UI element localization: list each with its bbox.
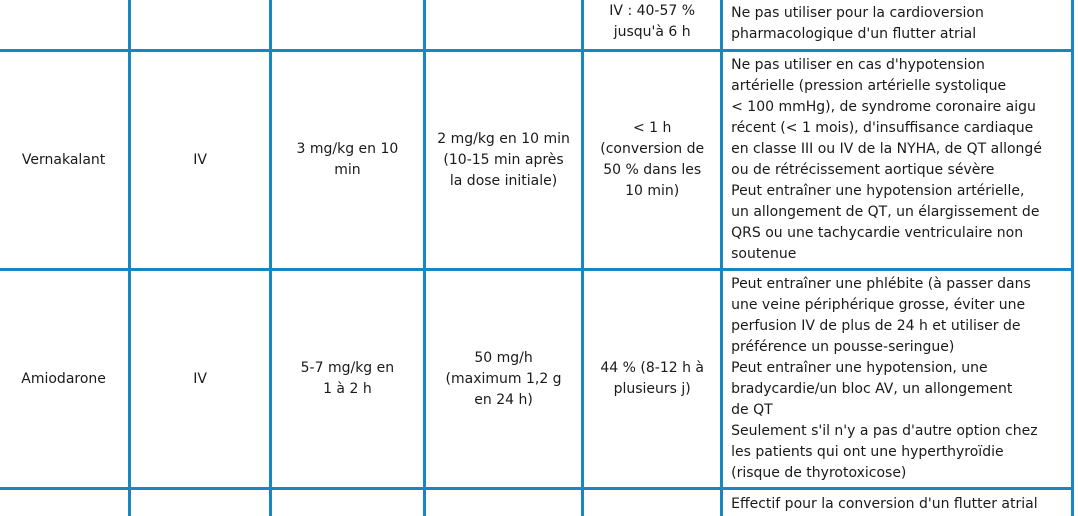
initial-dose-cell — [270, 270, 424, 489]
cell-text-line: Seulement s'il n'y a pas d'autre option chez — [731, 422, 1038, 439]
cell-text-line: une veine périphérique grosse, éviter une — [731, 296, 1026, 313]
cell-text-line: QRS ou une tachycardie ventriculaire non — [731, 224, 1024, 241]
drug-cell — [0, 489, 130, 516]
cell-text-line: 3 mg/kg en 10 — [296, 141, 399, 157]
cell-text-line: récent (< 1 mois), d'insuffisance cardiaque — [731, 119, 1034, 136]
table-row — [0, 0, 1073, 51]
route-cell — [130, 0, 271, 51]
cell-text-line: soutenue — [731, 245, 797, 262]
cell-text-line: (risque de thyrotoxicose) — [731, 464, 907, 481]
cell-text-line: Peut entraîner une hypotension, une — [731, 359, 988, 376]
initial-dose-cell — [270, 0, 424, 51]
maintenance-cell — [424, 270, 582, 489]
cell-text-line: bradycardie/un bloc AV, un allongement — [731, 380, 1013, 397]
cell-text-line: 1 à 2 h — [323, 381, 372, 397]
cell-text-line: de QT — [731, 401, 773, 418]
cell-text-line: en 24 h) — [474, 391, 533, 408]
cell-text-line: perfusion IV de plus de 24 h et utiliser de — [731, 317, 1021, 334]
cell-text-line: Peut entraîner une phlébite (à passer dans — [731, 275, 1031, 292]
remarks-cell — [722, 489, 1073, 516]
drug-cell: Amiodarone — [0, 270, 130, 489]
initial-dose-cell — [270, 51, 424, 270]
drug-cell: Vernakalant — [0, 51, 130, 270]
cell-text-line: plusieurs j) — [613, 381, 691, 397]
cell-text-line: min — [334, 162, 361, 178]
cell-text-line: Ne pas utiliser en cas d'hypotension — [731, 56, 985, 73]
drug-cell — [0, 0, 130, 51]
cell-text-line: Effectif pour la conversion d'un flutter atrial — [731, 496, 1038, 512]
cell-text-line: la dose initiale) — [449, 172, 558, 189]
cell-text-line: pharmacologique d'un flutter atrial — [731, 26, 977, 42]
cell-text-line: < 100 mmHg), de syndrome coronaire aigu — [731, 98, 1036, 115]
cell-text-line: 5-7 mg/kg en — [300, 360, 395, 376]
cell-text-line: ou de rétrécissement aortique sévère — [731, 161, 995, 178]
cell-text-line: un allongement de QT, un élargissement de — [731, 203, 1040, 220]
cell-text-line: < 1 h — [632, 120, 672, 136]
cell-text-line: 50 % dans les — [603, 162, 702, 178]
cell-text-line: (maximum 1,2 g — [445, 370, 562, 387]
cell-text-line: 44 % (8-12 h à — [600, 360, 704, 376]
cell-text-line: artérielle (pression artérielle systolique — [731, 77, 1007, 94]
table-row — [0, 51, 1073, 270]
cell-text-line: les patients qui ont une hyperthyroïdie — [731, 443, 1004, 460]
cell-text-line: Peut entraîner une hypotension artérielle, — [731, 182, 1025, 199]
cell-text-line: IV : 40-57 % — [609, 3, 696, 19]
maintenance-cell — [424, 51, 582, 270]
maintenance-cell — [424, 489, 582, 516]
route-cell: IV — [130, 51, 271, 270]
cell-text-line: préférence un pousse-seringue) — [731, 338, 955, 355]
remarks-cell — [722, 0, 1073, 51]
cell-text-line: 10 min) — [625, 183, 680, 199]
table-row — [0, 270, 1073, 489]
onset-cell — [583, 270, 722, 489]
cell-text-line: jusqu'à 6 h — [613, 24, 691, 40]
cell-text-line: 50 mg/h — [474, 349, 533, 366]
maintenance-cell — [424, 0, 582, 51]
onset-cell — [583, 51, 722, 270]
cell-text-line: 2 mg/kg en 10 min — [437, 130, 570, 147]
route-cell — [130, 489, 271, 516]
remarks-cell — [722, 51, 1073, 270]
cell-text-line: (10-15 min après — [443, 151, 564, 168]
cell-text-line: en classe III ou IV de la NYHA, de QT allongé — [731, 140, 1042, 157]
table-row — [0, 489, 1073, 516]
remarks-cell — [722, 270, 1073, 489]
route-cell: IV — [130, 270, 271, 489]
cell-text-line: Ne pas utiliser pour la cardioversion — [731, 5, 984, 21]
cell-text-line: (conversion de — [600, 141, 705, 157]
onset-cell — [583, 0, 722, 51]
onset-cell — [583, 489, 722, 516]
initial-dose-cell — [270, 489, 424, 516]
